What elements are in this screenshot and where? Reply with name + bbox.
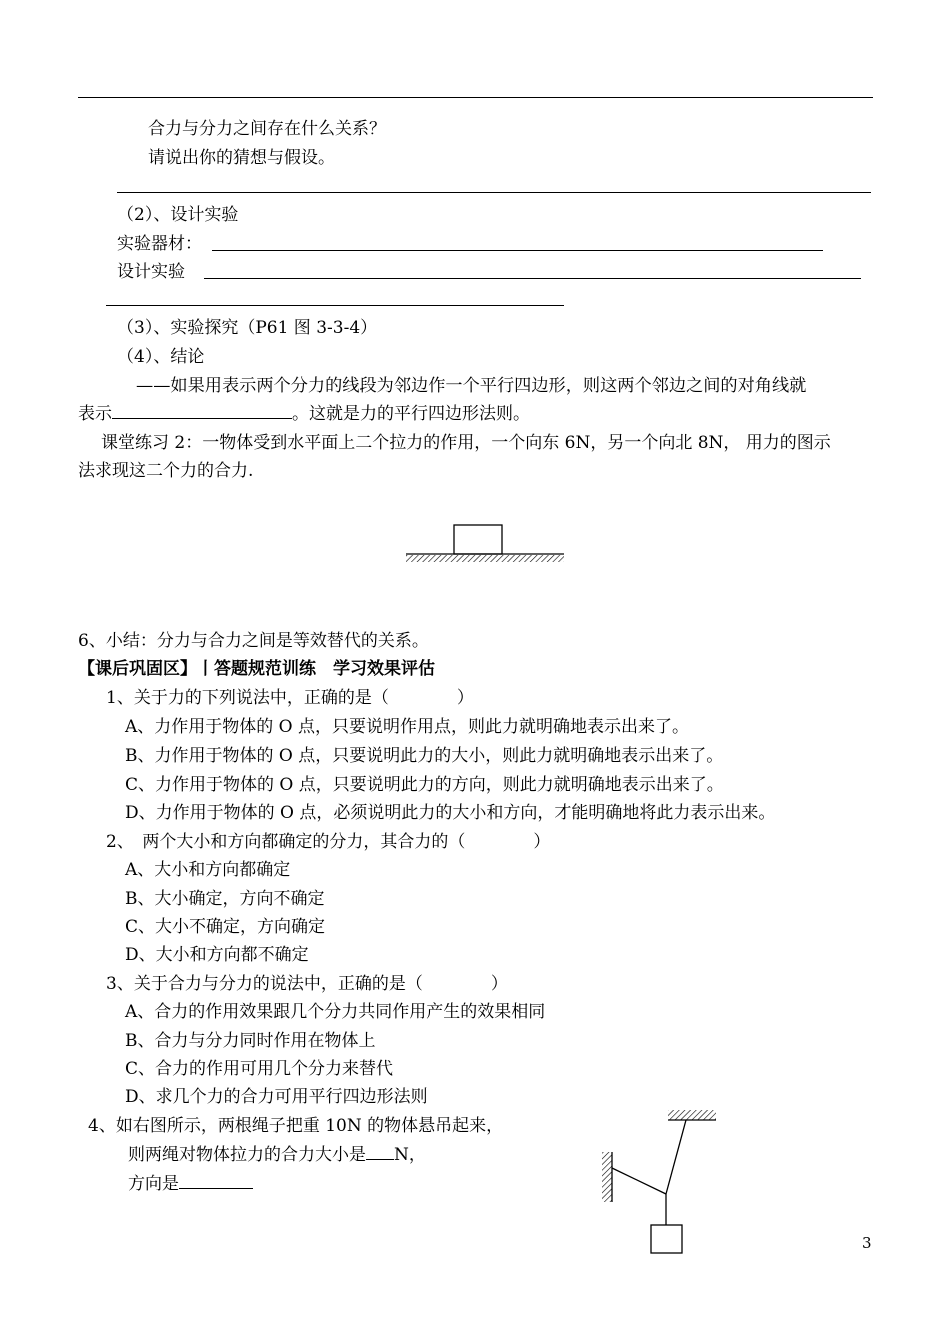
practice-line-1: 课堂练习 2：一物体受到水平面上二个拉力的作用，一个向东 6N，另一个向北 8N， 用力的图示 xyxy=(101,433,831,453)
conclusion-suffix: 。这就是力的平行四边形法则。 xyxy=(292,404,530,424)
block xyxy=(454,525,502,554)
q3-option-a: A、合力的作用效果跟几个分力共同作用产生的效果相同 xyxy=(125,1002,546,1022)
conclusion-line-1: ——如果用表示两个分力的线段为邻边作一个平行四边形，则这两个邻边之间的对角线就 xyxy=(136,376,807,396)
ceiling-hatch xyxy=(668,1110,716,1120)
design-label: 设计实验 xyxy=(117,262,185,282)
practice-line-2: 法求现这二个力的合力. xyxy=(78,461,254,481)
explore-heading: （3）、实验探究（P61 图 3-3-4） xyxy=(117,318,378,338)
q2-option-b: B、大小确定，方向不确定 xyxy=(125,889,325,909)
q3-option-b: B、合力与分力同时作用在物体上 xyxy=(125,1031,376,1051)
design-heading: （2）、设计实验 xyxy=(117,205,239,225)
page-number: 3 xyxy=(862,1234,872,1252)
q3-option-d: D、求几个力的合力可用平行四边形法则 xyxy=(125,1087,428,1107)
equipment-blank xyxy=(212,250,823,251)
summary: 6、小结：分力与合力之间是等效替代的关系。 xyxy=(78,631,429,651)
q2-option-d: D、大小和方向都不确定 xyxy=(125,945,309,965)
q1-option-d: D、力作用于物体的 O 点，必须说明此力的大小和方向，才能明确地将此力表示出来。 xyxy=(125,803,776,823)
rope-to-ceiling xyxy=(666,1120,686,1194)
conclusion-prefix: 表示 xyxy=(78,404,112,424)
q4-direction-blank xyxy=(179,1187,253,1189)
q4-line-1: 4、如右图所示，两根绳子把重 10N 的物体悬吊起来， xyxy=(88,1116,504,1136)
design-blank-1 xyxy=(204,278,861,279)
q4-magnitude-blank xyxy=(366,1158,394,1160)
q4-line-2 xyxy=(128,1147,426,1164)
q1-stem: 1、关于力的下列说法中，正确的是（ ） xyxy=(106,688,474,708)
q2-option-c: C、大小不确定，方向确定 xyxy=(125,917,326,937)
after-class-heading: 【课后巩固区】丨答题规范训练 学习效果评估 xyxy=(78,659,435,679)
q3-stem: 3、关于合力与分力的说法中，正确的是（ ） xyxy=(106,974,508,994)
ground-hatch xyxy=(406,555,564,562)
conclusion-blank xyxy=(112,417,292,419)
q4-line-3 xyxy=(128,1176,253,1193)
q2-stem: 2、 两个大小和方向都确定的分力，其合力的（ ） xyxy=(106,832,551,852)
question-relation: 合力与分力之间存在什么关系？ xyxy=(148,119,386,139)
header-rule xyxy=(78,97,873,98)
q2-option-a: A、大小和方向都确定 xyxy=(125,860,291,880)
conclusion-heading: （4）、结论 xyxy=(117,347,205,367)
q1-option-b: B、力作用于物体的 O 点，只要说明此力的大小，则此力就明确地表示出来了。 xyxy=(125,746,724,766)
hanging-weight-figure xyxy=(598,1106,728,1256)
answer-line xyxy=(117,192,871,193)
q1-option-a: A、力作用于物体的 O 点，只要说明作用点，则此力就明确地表示出来了。 xyxy=(125,717,690,737)
q4-direction-label: 方向是 xyxy=(128,1174,179,1194)
question-guess: 请说出你的猜想与假设。 xyxy=(148,148,335,168)
q4-suffix: N， xyxy=(394,1145,426,1165)
conclusion-line-2 xyxy=(78,406,530,423)
q3-option-c: C、合力的作用可用几个分力来替代 xyxy=(125,1059,394,1079)
wall-hatch xyxy=(602,1152,612,1202)
q4-prefix: 则两绳对物体拉力的合力大小是 xyxy=(128,1145,366,1165)
block-on-ground-figure xyxy=(400,522,570,572)
q1-option-c: C、力作用于物体的 O 点，只要说明此力的方向，则此力就明确地表示出来了。 xyxy=(125,775,724,795)
equipment-label: 实验器材： xyxy=(117,234,202,254)
rope-to-wall xyxy=(612,1168,666,1194)
design-blank-2 xyxy=(106,305,564,306)
weight-box xyxy=(651,1225,682,1253)
